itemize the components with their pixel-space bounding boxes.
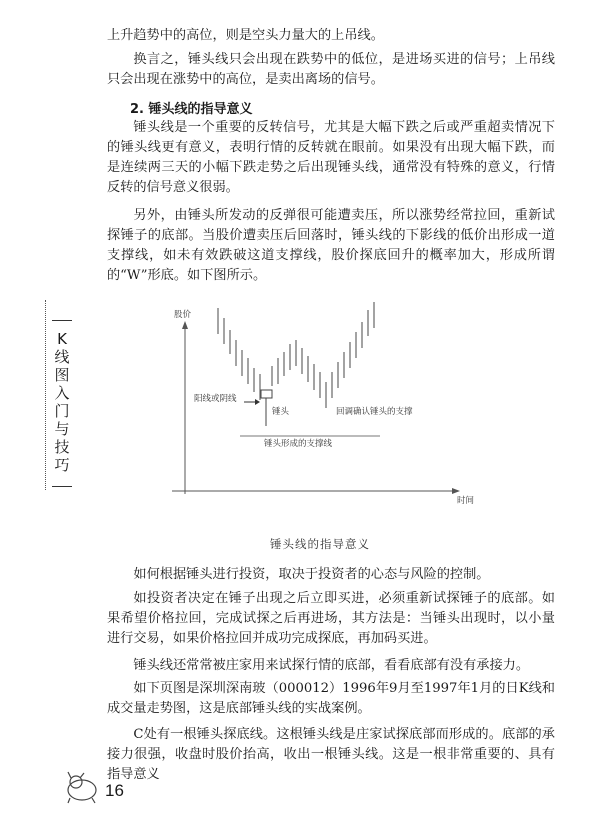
label-support: 锤头形成的支撑线 (264, 439, 333, 449)
paragraph-reversal-signal: 锤头线是一个重要的反转信号，尤其是大幅下跌之后或严重超卖情况下的锤头线更有意义，表明行情的反转就在眼前。如果没有出现大幅下跌，而是连续两三天的小幅下跌走势之后出现锤头线，通常没有特殊的意义，行情反转的信号意义很弱。 (107, 120, 555, 195)
paragraph-how-to-invest: 如何根据锤头进行投资，取决于投资者的心态与风险的控制。 (133, 567, 490, 582)
label-pullback: 回调确认锤头的支撑 (336, 407, 413, 417)
y-axis-label: 股价 (174, 310, 192, 320)
chapter-sidebar (38, 300, 78, 500)
figure-caption: 锤头线的指导意义 (270, 537, 370, 551)
y-axis-arrow (182, 321, 188, 329)
sidebar-dotted-line (45, 300, 46, 490)
x-axis-arrow (452, 488, 460, 494)
label-yinyang: 阳线或阴线 (194, 394, 237, 404)
mascot-illustration (62, 768, 102, 804)
label-hammer: 锤头 (272, 407, 290, 417)
paragraph-point-c: C处有一根锤头探底线。这根锤头线是庄家试探底部而形成的。底部的承接力很强，收盘时股价抬高，收出一根锤头线。这是一根非常重要的、具有指导意义 (107, 727, 555, 782)
x-axis-label: 时间 (457, 496, 475, 506)
hammer-candle-body (261, 390, 272, 398)
page-number: 16 (105, 781, 124, 800)
paragraph-buy-method: 如投资者决定在锤子出现之后立即买进，必须重新试探锤子的底部。如果希望价格拉回，完成试探之后再进场，其方法是：当锤头出现时，以小量进行交易，如果价格拉回并成功完成探底，再加码买进。 (107, 591, 555, 646)
sidebar-rule-top (52, 320, 72, 321)
section-heading: 2. 锤头线的指导意义 (130, 102, 253, 117)
sidebar-rule-bottom (52, 486, 72, 487)
paragraph-support-line: 另外，由锤头所发动的反弹很可能遭卖压，所以涨势经常拉回，重新试探锤子的底部。当股价遭卖压后回落时，锤头线的下影线的低价出形成一道支撑线，如未有效跌破这道支撑线，股价探底回升的概率加大，形成所谓的“W”形底。如下图所示。 (107, 208, 555, 283)
hammer-guidance-figure (160, 296, 500, 546)
paragraph-continuation: 上升趋势中的高位，则是空头力量大的上吊线。 (107, 28, 384, 43)
paragraph-in-other-words: 换言之，锤头线只会出现在跌势中的低位，是进场买进的信号；上吊线只会出现在涨势中的高位，是卖出离场的信号。 (107, 52, 555, 87)
candlesticks (218, 302, 374, 408)
paragraph-example-chart: 如下页图是深圳深南玻（000012）1996年9月至1997年1月的日K线和成交量走势图，这是底部锤头线的实战案例。 (107, 681, 555, 716)
paragraph-dealer-test: 锤头线还常常被庄家用来试探行情的底部，看看底部有没有承接力。 (133, 658, 530, 673)
sidebar-title: K线图入门与技巧 (54, 330, 70, 474)
